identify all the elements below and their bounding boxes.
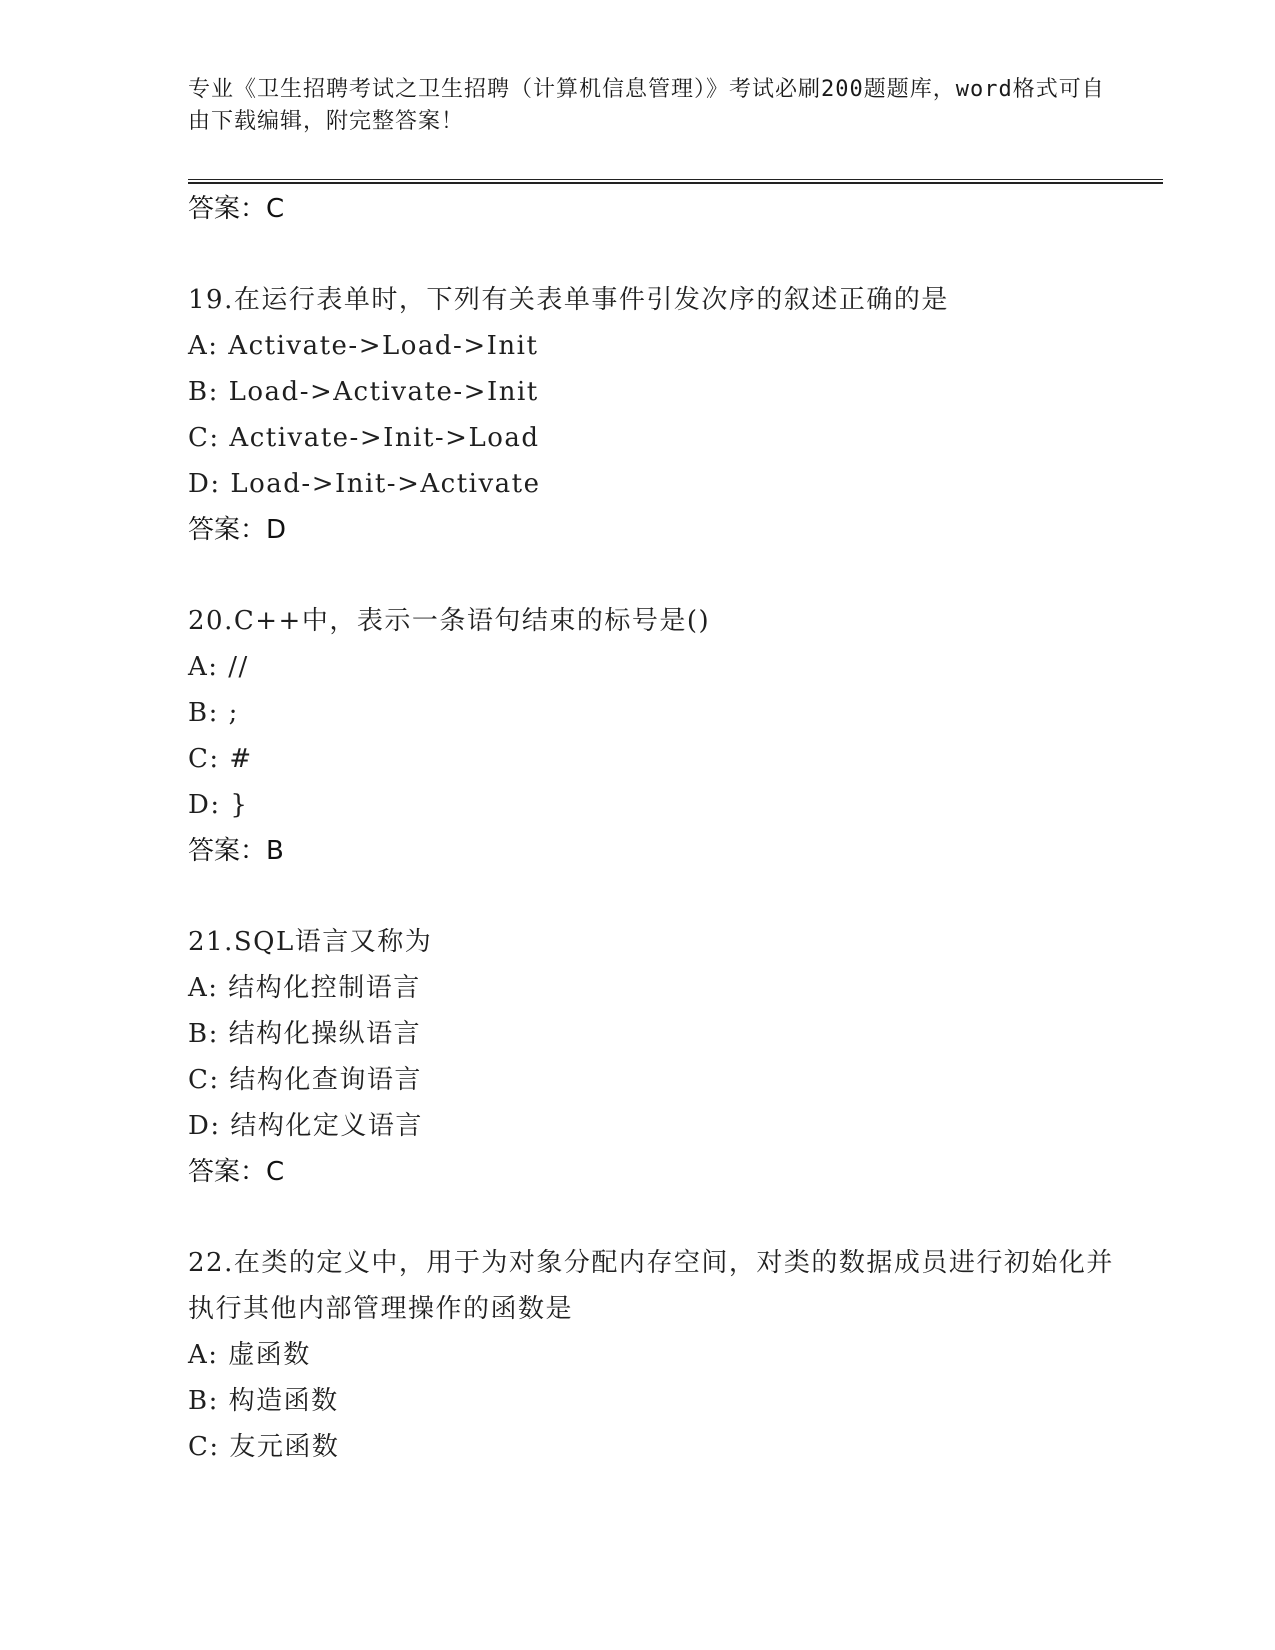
option-c: C: 结构化查询语言 [188,1065,422,1095]
spacer [188,553,1128,598]
spacer [188,874,1128,919]
question-block [188,919,1128,1195]
spacer [188,232,1128,277]
option-a: A: Activate->Load->Init [188,331,539,361]
option-d: D: } [188,790,249,820]
header-divider-thin [188,179,1163,180]
option-b: B: ; [188,698,239,728]
option-b: B: 结构化操纵语言 [188,1019,422,1049]
question-text: 22.在类的定义中，用于为对象分配内存空间，对类的数据成员进行初始化并执行其他内部管理操作的函数是 [188,1248,1114,1324]
answer-line: 答案：C [188,1157,285,1187]
option-b: B: 构造函数 [188,1386,339,1416]
option-a: A: 结构化控制语言 [188,973,421,1003]
option-c: C: # [188,744,253,774]
answer-line: 答案：C [188,194,285,224]
option-d: D: Load->Init->Activate [188,469,541,499]
option-a: A: 虚函数 [188,1340,311,1370]
document-header: 专业《卫生招聘考试之卫生招聘（计算机信息管理）》考试必刷200题题库，word格式可自由下载编辑，附完整答案！ [188,77,1105,134]
question-block [188,277,1128,553]
option-d: D: 结构化定义语言 [188,1111,423,1141]
option-a: A: // [188,652,249,682]
question-list [188,186,1128,1470]
question-text: 19.在运行表单时，下列有关表单事件引发次序的叙述正确的是 [188,285,949,315]
question-block [188,598,1128,874]
option-c: C: Activate->Init->Load [188,423,540,453]
question-block [188,1240,1128,1470]
option-c: C: 友元函数 [188,1432,340,1462]
option-b: B: Load->Activate->Init [188,377,539,407]
question-text: 20.C++中，表示一条语句结束的标号是() [188,606,711,636]
spacer [188,1195,1128,1240]
answer-line: 答案：B [188,836,284,866]
question-text: 21.SQL语言又称为 [188,927,433,957]
header-divider-thick [188,182,1163,184]
answer-line: 答案：D [188,515,287,545]
